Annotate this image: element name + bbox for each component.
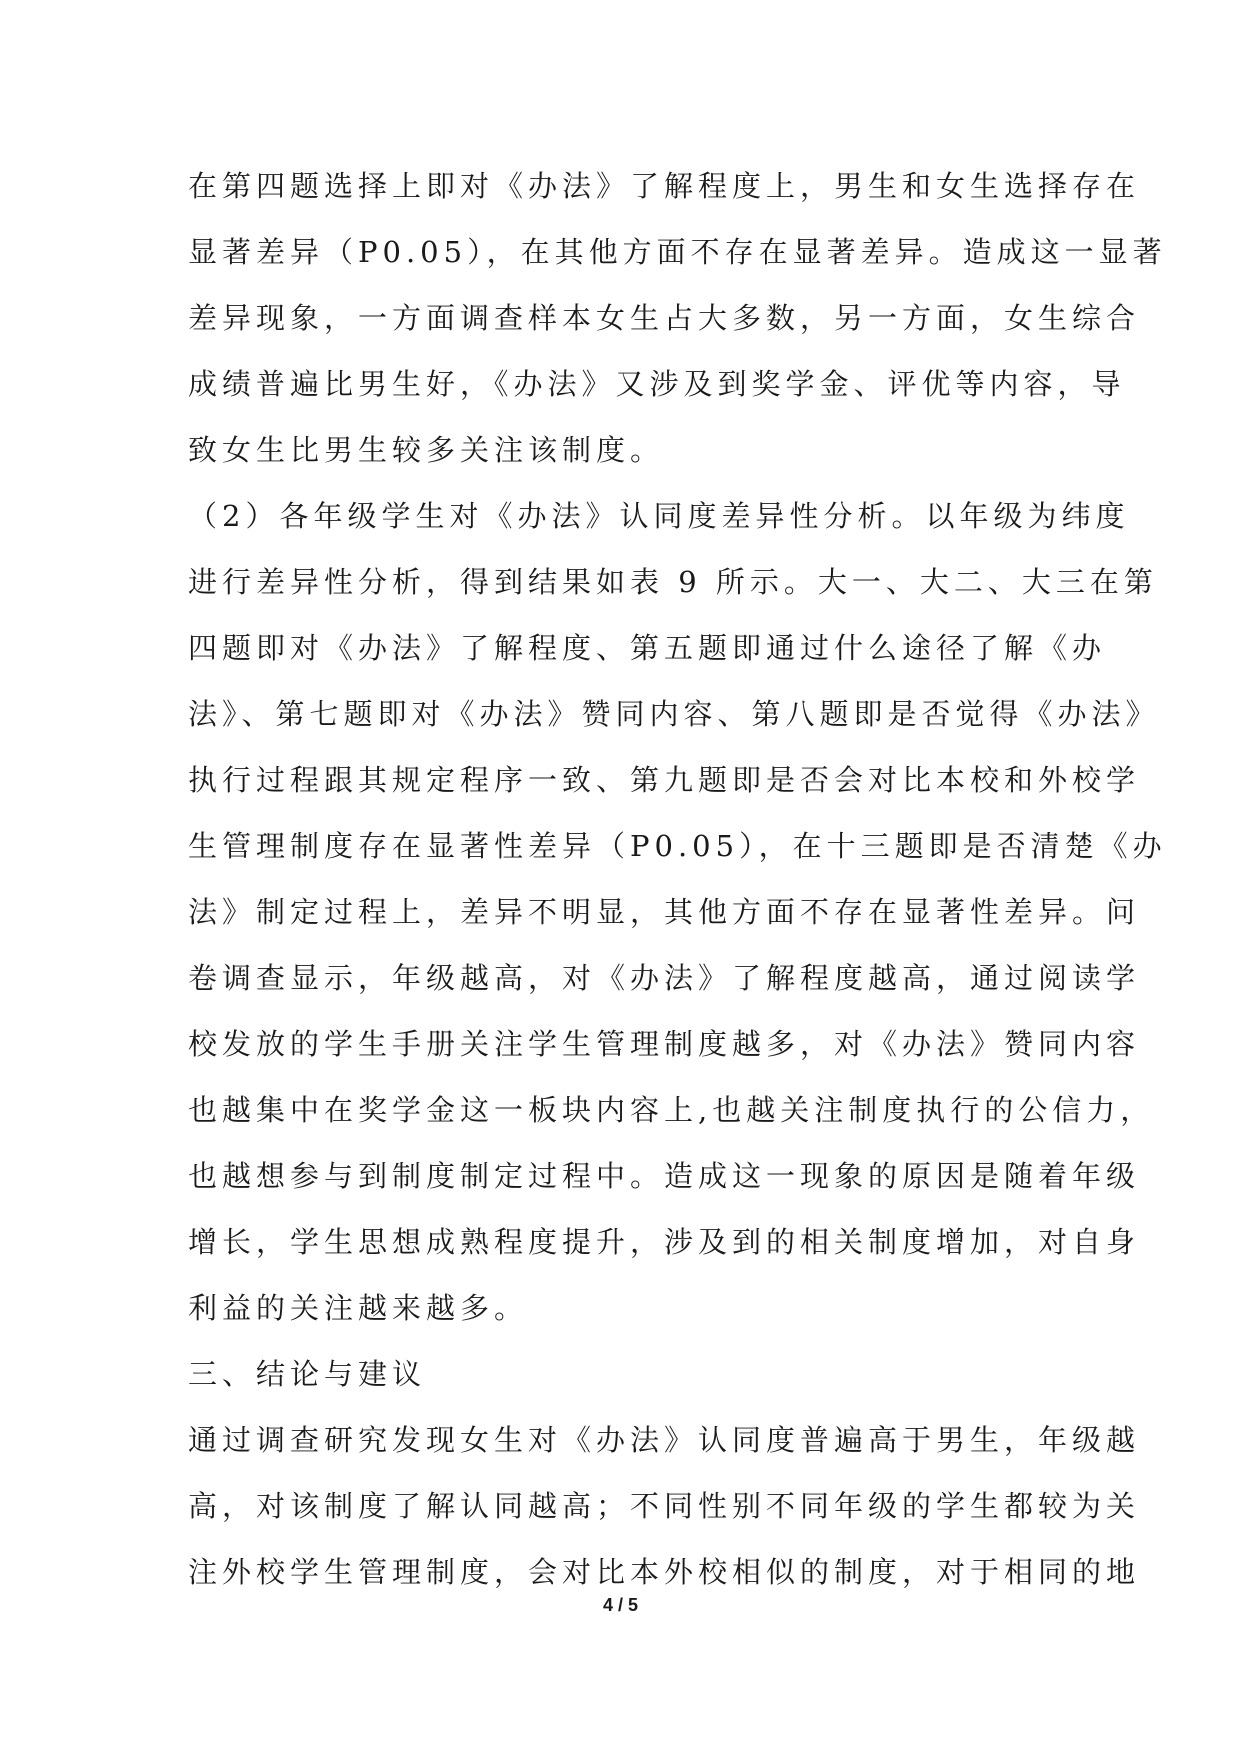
text-line: 执行过程跟其规定程序一致、第九题即是否会对比本校和外校学 [188,763,1141,797]
text-line: 也越集中在奖学金这一板块内容上,也越关注制度执行的公信力， [188,1093,1155,1127]
text-line: 卷调查显示，年级越高，对《办法》了解程度越高，通过阅读学 [188,961,1141,995]
text-line: 也越想参与到制度制定过程中。造成这一现象的原因是随着年级 [188,1159,1141,1193]
text-line: 致女生比男生较多关注该制度。 [188,433,665,467]
text-line: 差异现象，一方面调查样本女生占大多数，另一方面，女生综合 [188,301,1141,335]
body-text [188,160,1167,1612]
text-line: 在第四题选择上即对《办法》了解程度上，男生和女生选择存在 [188,169,1141,203]
text-line: 注外校学生管理制度，会对比本外校相似的制度，对于相同的地 [188,1555,1141,1589]
text-line: 法》制定过程上，差异不明显，其他方面不存在显著性差异。问 [188,895,1141,929]
text-line: 利益的关注越来越多。 [188,1291,529,1325]
text-line: 四题即对《办法》了解程度、第五题即通过什么途径了解《办 [188,631,1107,665]
text-line: 高，对该制度了解认同越高；不同性别不同年级的学生都较为关 [188,1489,1141,1523]
page-number: 4 / 5 [602,1595,639,1615]
text-line: （2）各年级学生对《办法》认同度差异性分析。以年级为纬度 [188,499,1130,533]
text-line: 增长，学生思想成熟程度提升，涉及到的相关制度增加，对自身 [188,1225,1141,1259]
section-heading: 三、结论与建议 [188,1357,427,1391]
text-line: 法》、第七题即对《办法》赞同内容、第八题即是否觉得《办法》 [188,697,1160,731]
text-line: 生管理制度存在显著性差异（P0.05），在十三题即是否清楚《办 [188,829,1167,863]
text-line: 显著差异（P0.05），在其他方面不存在显著差异。造成这一显著 [188,235,1167,269]
text-line: 通过调查研究发现女生对《办法》认同度普遍高于男生，年级越 [188,1423,1141,1457]
text-line: 进行差异性分析，得到结果如表 9 所示。大一、大二、大三在第 [188,565,1158,599]
text-line: 成绩普遍比男生好，《办法》又涉及到奖学金、评优等内容，导 [188,367,1126,401]
text-line: 校发放的学生手册关注学生管理制度越多，对《办法》赞同内容 [188,1027,1141,1061]
